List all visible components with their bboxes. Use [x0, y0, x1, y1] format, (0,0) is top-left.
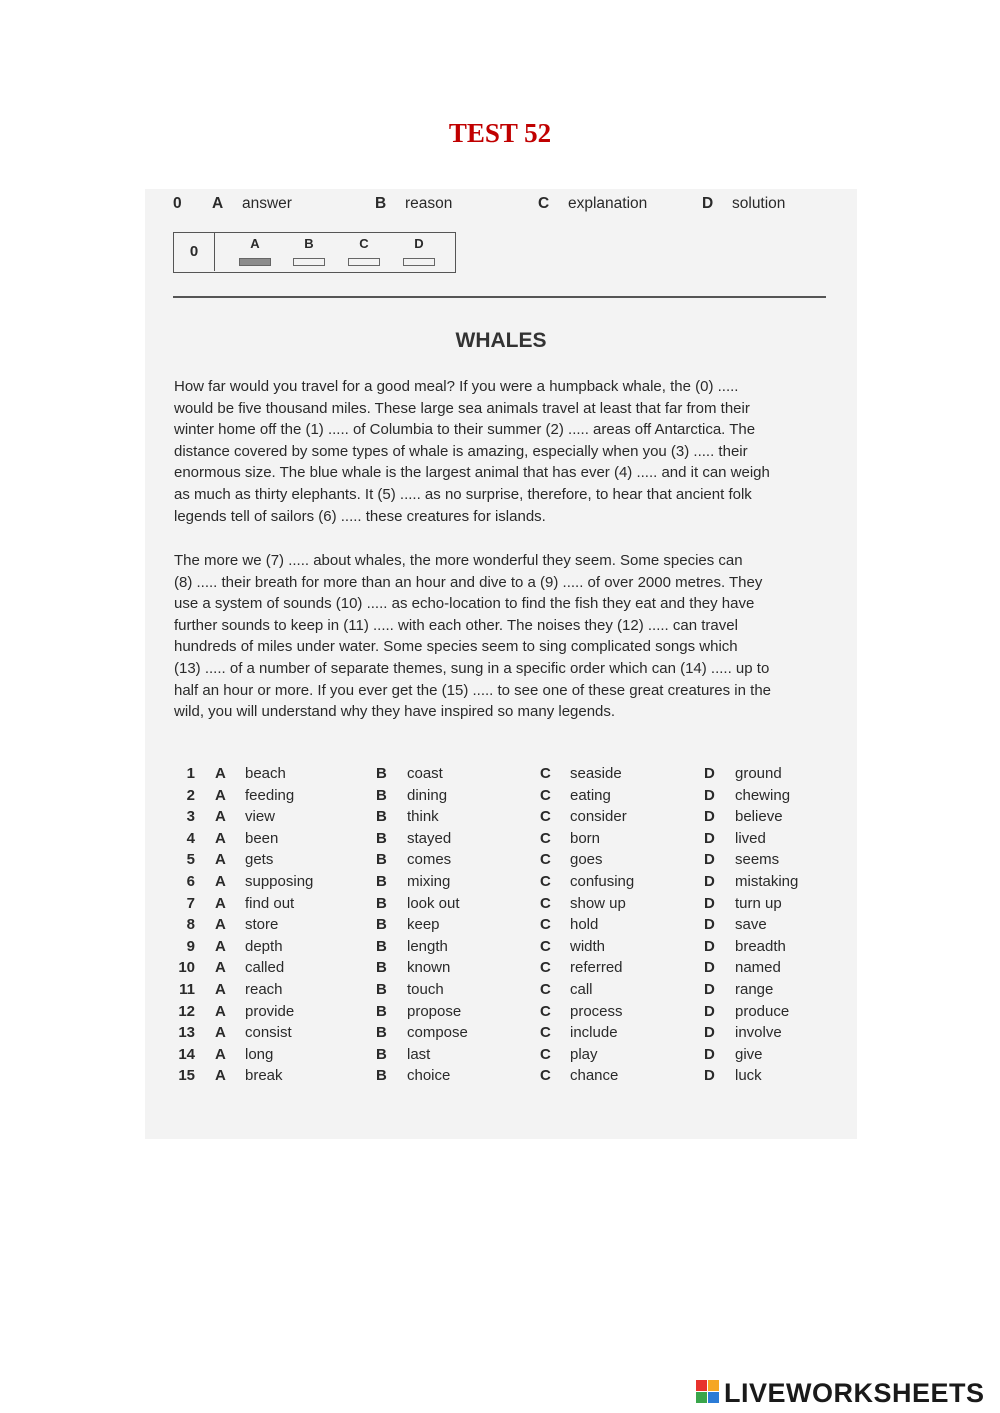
question-number: 3: [186, 808, 195, 826]
option-d: breadth: [735, 937, 786, 955]
option-letter-d: D: [704, 959, 715, 977]
question-number: 6: [186, 872, 195, 890]
option-a: break: [245, 1067, 283, 1085]
option-letter-c: C: [540, 959, 551, 977]
paragraph-line: legends tell of sailors (6) ..... these creatures for islands.: [174, 507, 546, 525]
question-row: [145, 765, 857, 787]
option-letter-c: C: [540, 894, 551, 912]
option-c: referred: [570, 959, 623, 977]
question-row: [145, 959, 857, 981]
answer-bubble-b: [293, 258, 325, 266]
passage-paragraph-2: [174, 550, 834, 723]
option-c: include: [570, 1024, 618, 1042]
option-b: think: [407, 808, 439, 826]
option-letter-b: B: [376, 1067, 387, 1085]
option-letter-d: D: [704, 851, 715, 869]
option-letter-b: B: [376, 959, 387, 977]
question-number: 7: [186, 894, 195, 912]
paragraph-line: distance covered by some types of whale is amazing, especially when you (3) ..... their: [174, 442, 748, 460]
option-c: born: [570, 829, 601, 847]
option-letter-c: C: [540, 851, 551, 869]
question-row: [145, 916, 857, 938]
option-d: named: [735, 959, 781, 977]
example-answer-box: [173, 232, 456, 273]
option-d: turn up: [735, 894, 782, 912]
option-letter-d: D: [704, 829, 715, 847]
option-letter-d: D: [704, 894, 715, 912]
option-letter-c: C: [540, 765, 551, 782]
option-b: propose: [407, 1002, 462, 1020]
option-letter-c: C: [540, 1024, 551, 1042]
question-row: [145, 873, 857, 895]
option-letter-d: D: [704, 872, 715, 890]
question-row: [145, 938, 857, 960]
option-letter-d: D: [704, 786, 715, 804]
option-a: find out: [245, 894, 295, 912]
option-letter-c: C: [540, 937, 551, 955]
question-row: [145, 895, 857, 917]
divider-line: [173, 296, 826, 298]
example-box-letter-b: B: [304, 236, 314, 251]
option-letter-b: B: [376, 980, 387, 998]
question-number: 10: [178, 959, 195, 977]
option-letter-b: B: [376, 894, 387, 912]
option-letter-a: A: [215, 894, 226, 912]
option-c: chance: [570, 1067, 619, 1085]
option-letter-a: A: [215, 851, 226, 869]
option-c: consider: [570, 808, 627, 826]
option-letter-a: A: [215, 959, 226, 977]
option-d: believe: [735, 808, 783, 826]
option-a: been: [245, 829, 279, 847]
question-number: 8: [186, 916, 195, 934]
option-letter-d: D: [704, 980, 715, 998]
option-c: play: [570, 1045, 598, 1063]
option-d: luck: [735, 1067, 762, 1085]
option-b: length: [407, 937, 448, 955]
option-letter-c: C: [540, 1045, 551, 1063]
question-number: 12: [178, 1002, 195, 1020]
question-row: [145, 981, 857, 1003]
option-letter-a: A: [215, 1045, 226, 1063]
question-number: 1: [186, 765, 195, 782]
paragraph-line: half an hour or more. If you ever get the (15) ..... to see one of these great creatures in the: [174, 681, 772, 699]
paragraph-line: (13) ..... of a number of separate themes, sung in a specific order which can (14) ..... up to: [174, 659, 770, 677]
paragraph-line: further sounds to keep in (11) ..... with each other. The noises they (12) ..... can travel: [174, 616, 738, 634]
option-b: choice: [407, 1067, 451, 1085]
option-a: feeding: [245, 786, 295, 804]
option-a: called: [245, 959, 285, 977]
example-word-a: answer: [242, 195, 292, 212]
option-letter-b: B: [376, 937, 387, 955]
option-letter-a: A: [215, 1067, 226, 1085]
example-letter-c: C: [538, 195, 550, 212]
paragraph-line: hundreds of miles under water. Some species seem to sing complicated songs which: [174, 638, 738, 656]
option-letter-c: C: [540, 1067, 551, 1085]
example-word-b: reason: [405, 195, 453, 212]
option-letter-d: D: [704, 1067, 715, 1085]
option-letter-d: D: [704, 1002, 715, 1020]
option-letter-b: B: [376, 1045, 387, 1063]
option-letter-c: C: [540, 786, 551, 804]
example-word-d: solution: [732, 195, 786, 212]
option-b: compose: [407, 1024, 468, 1042]
option-letter-a: A: [215, 872, 226, 890]
paragraph-line: enormous size. The blue whale is the largest animal that has ever (4) ..... and it can weigh: [174, 464, 770, 482]
option-b: look out: [407, 894, 460, 912]
option-letter-a: A: [215, 1002, 226, 1020]
example-number: 0: [173, 195, 182, 212]
option-letter-a: A: [215, 765, 226, 782]
question-row: [145, 787, 857, 809]
option-letter-b: B: [376, 916, 387, 934]
option-letter-c: C: [540, 872, 551, 890]
page-title: TEST 52: [448, 118, 552, 148]
paragraph-line: use a system of sounds (10) ..... as echo-location to find the fish they eat and they have: [174, 595, 755, 613]
option-b: coast: [407, 765, 443, 782]
option-a: long: [245, 1045, 274, 1063]
option-b: comes: [407, 851, 452, 869]
liveworksheets-logo-icon: [696, 1380, 720, 1406]
option-letter-a: A: [215, 916, 226, 934]
option-letter-c: C: [540, 829, 551, 847]
option-d: chewing: [735, 786, 791, 804]
example-box-number: 0: [174, 233, 215, 271]
question-row: [145, 830, 857, 852]
option-a: depth: [245, 937, 283, 955]
example-box-letter-c: C: [359, 236, 369, 251]
option-letter-a: A: [215, 937, 226, 955]
example-letter-b: B: [375, 195, 387, 212]
paragraph-line: winter home off the (1) ..... of Columbia to their summer (2) ..... areas off Antarctica. The: [174, 421, 756, 439]
option-letter-d: D: [704, 1045, 715, 1063]
option-d: seems: [735, 851, 780, 869]
paragraph-line: How far would you travel for a good meal? If you were a humpback whale, the (0) .....: [174, 378, 739, 395]
question-number: 13: [178, 1024, 195, 1042]
option-d: mistaking: [735, 872, 799, 890]
option-c: width: [570, 937, 606, 955]
option-letter-b: B: [376, 786, 387, 804]
option-letter-b: B: [376, 1024, 387, 1042]
question-row: [145, 1024, 857, 1046]
option-letter-d: D: [704, 1024, 715, 1042]
question-number: 9: [186, 937, 195, 955]
answer-bubble-a-filled: [239, 258, 271, 266]
option-letter-c: C: [540, 980, 551, 998]
option-c: hold: [570, 916, 599, 934]
option-d: lived: [735, 829, 766, 847]
option-b: keep: [407, 916, 440, 934]
option-b: last: [407, 1045, 431, 1063]
question-number: 15: [178, 1067, 195, 1085]
example-word-c: explanation: [568, 195, 648, 212]
worksheet-scan: [145, 189, 857, 1139]
question-row: [145, 1003, 857, 1025]
question-row: [145, 851, 857, 873]
option-a: reach: [245, 980, 283, 998]
option-letter-c: C: [540, 808, 551, 826]
option-letter-b: B: [376, 808, 387, 826]
passage-paragraph-1: [174, 376, 834, 527]
option-letter-d: D: [704, 808, 715, 826]
option-c: goes: [570, 851, 603, 869]
option-letter-a: A: [215, 808, 226, 826]
example-letter-d: D: [702, 195, 714, 212]
option-d: involve: [735, 1024, 782, 1042]
question-number: 5: [186, 851, 195, 869]
option-a: supposing: [245, 872, 314, 890]
option-letter-b: B: [376, 765, 387, 782]
option-b: dining: [407, 786, 448, 804]
question-number: 11: [179, 980, 195, 998]
option-a: store: [245, 916, 279, 934]
option-letter-b: B: [376, 851, 387, 869]
question-number: 14: [178, 1045, 195, 1063]
question-number: 2: [186, 786, 195, 804]
option-c: process: [570, 1002, 623, 1020]
paragraph-line: would be five thousand miles. These large sea animals travel at least that far from their: [174, 399, 750, 417]
option-a: view: [245, 808, 276, 826]
option-d: range: [735, 980, 774, 998]
option-b: stayed: [407, 829, 452, 847]
question-row: [145, 1067, 857, 1089]
option-c: eating: [570, 786, 611, 804]
option-letter-b: B: [376, 872, 387, 890]
option-letter-b: B: [376, 1002, 387, 1020]
option-letter-a: A: [215, 1024, 226, 1042]
option-letter-c: C: [540, 916, 551, 934]
question-number: 4: [186, 829, 195, 847]
option-a: gets: [245, 851, 274, 869]
option-letter-a: A: [215, 980, 226, 998]
option-a: consist: [245, 1024, 292, 1042]
option-d: produce: [735, 1002, 790, 1020]
option-letter-d: D: [704, 916, 715, 934]
option-c: call: [570, 980, 593, 998]
option-letter-d: D: [704, 937, 715, 955]
paragraph-line: The more we (7) ..... about whales, the more wonderful they seem. Some species can: [174, 552, 743, 569]
option-d: ground: [735, 765, 782, 782]
liveworksheets-logo-text: LIVEWORKSHEETS: [724, 1378, 985, 1408]
example-box-letter-d: D: [414, 236, 424, 251]
passage-title: WHALES: [455, 329, 547, 352]
option-a: provide: [245, 1002, 295, 1020]
paragraph-line: wild, you will understand why they have inspired so many legends.: [174, 703, 616, 721]
answer-options-list: [145, 765, 857, 1089]
option-c: confusing: [570, 872, 635, 890]
option-b: touch: [407, 980, 444, 998]
example-row: [145, 195, 857, 219]
answer-bubble-d: [403, 258, 435, 266]
answer-bubble-c: [348, 258, 380, 266]
option-c: show up: [570, 894, 626, 912]
liveworksheets-logo: [696, 1378, 996, 1410]
option-a: beach: [245, 765, 286, 782]
option-letter-a: A: [215, 829, 226, 847]
option-b: mixing: [407, 872, 451, 890]
paragraph-line: (8) ..... their breath for more than an hour and dive to a (9) ..... of over 2000 metres. They: [174, 573, 763, 591]
paragraph-line: as much as thirty elephants. It (5) ..... as no surprise, therefore, to hear that ancient folk: [174, 485, 752, 503]
question-row: [145, 1046, 857, 1068]
option-d: give: [735, 1045, 763, 1063]
option-d: save: [735, 916, 767, 934]
option-c: seaside: [570, 765, 622, 782]
option-letter-a: A: [215, 786, 226, 804]
example-box-letter-a: A: [250, 236, 260, 251]
option-letter-c: C: [540, 1002, 551, 1020]
example-letter-a: A: [212, 195, 224, 212]
option-b: known: [407, 959, 451, 977]
question-row: [145, 808, 857, 830]
option-letter-b: B: [376, 829, 387, 847]
option-letter-d: D: [704, 765, 715, 782]
